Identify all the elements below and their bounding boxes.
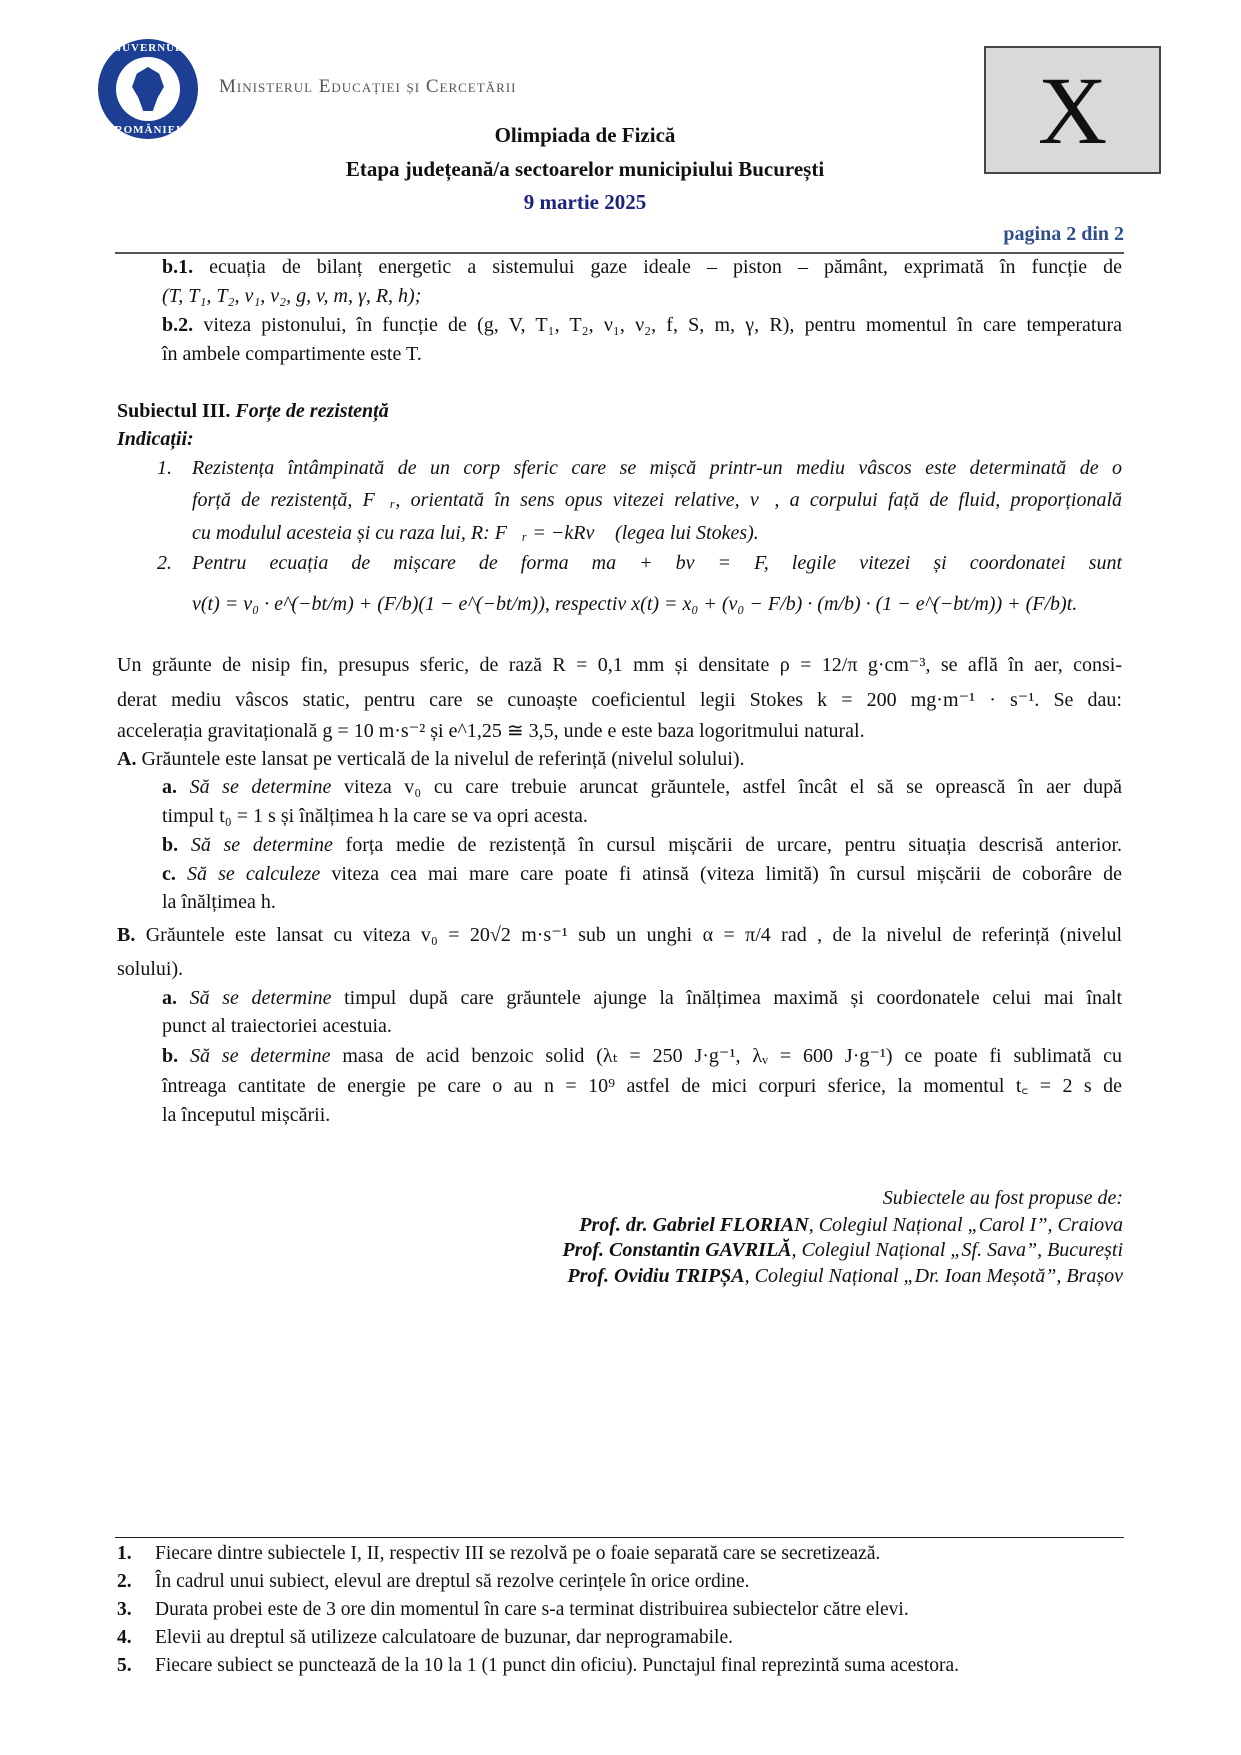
b1-line2: (T, T₁, T₂, ν₁, ν₂, g, v, m, γ, R, h); <box>162 285 422 307</box>
hint-1-line1: 1. Rezistența întâmpinată de un corp sferic care se mișcă printr-un mediu vâscos este determinată de o <box>157 457 1122 479</box>
subject-heading: Subiectul III. Forțe de rezistență <box>117 400 389 422</box>
part-a-q-c-line2: la înălțimea h. <box>162 891 276 913</box>
problem-intro-line1: Un grăunte de nisip fin, presupus sferic, de rază R = 0,1 mm și densitate ρ = 12/π g·cm⁻³, se află în aer, consi- <box>117 654 1122 676</box>
part-b-q-a-line2: punct al traiectoriei acestuia. <box>162 1015 392 1037</box>
page-number: pagina 2 din 2 <box>1003 223 1124 245</box>
hints-label: Indicații: <box>117 428 194 450</box>
part-a-q-a-line1: a. Să se determine viteza v₀ cu care trebuie aruncat grăuntele, astfel încât el să se oprească în aer după <box>162 776 1122 798</box>
footer-rule-3: 3. Durata probei este de 3 ore din momentul în care s-a terminat distribuirea subiectelor către elevi. <box>117 1599 909 1620</box>
part-a-q-b: b. Să se determine forța medie de rezistență în cursul mișcării de urcare, pentru situația descrisă anterior. <box>162 834 1123 856</box>
part-a-statement: A. Grăuntele este lansat pe verticală de la nivelul de referință (nivelul solului). <box>117 748 745 770</box>
footer-rule-4: 4. Elevii au dreptul să utilizeze calculatoare de buzunar, dar neprogramabile. <box>117 1627 733 1648</box>
author-2: Prof. Constantin GAVRILĂ, Colegiul Național „Sf. Sava”, București <box>562 1239 1123 1261</box>
part-a-q-c-line1: c. Să se calculeze viteza cea mai mare care poate fi atinsă (viteza limită) în cursul mișcării de coborâre de <box>162 863 1123 885</box>
hint-1-line2: forță de rezistență, F⃗ᵣ, orientată în sens opus vitezei relative, v⃗, a corpului față de fluid, proporțională <box>192 489 1122 511</box>
footer-divider <box>115 1537 1124 1538</box>
hint-2-line1: 2. Pentru ecuația de mișcare de forma ma + bv = F, legile vitezei și coordonatei sunt <box>157 552 1122 574</box>
logo-text-bottom: ROMÂNIEI <box>114 124 182 136</box>
exam-date: 9 martie 2025 <box>523 190 647 214</box>
part-b-statement-line2: solului). <box>117 958 184 980</box>
problem-intro-line2: derat mediu vâscos static, pentru care se cunoaște coeficientul legii Stokes k = 200 mg·m⁻¹ · s⁻¹. Se dau: <box>117 689 1122 711</box>
stage-title: Etapa județeană/a sectoarelor municipiului București <box>345 157 825 181</box>
part-b-q-b-line3: la începutul mișcării. <box>162 1104 331 1126</box>
grade-box: X <box>984 46 1161 174</box>
author-1: Prof. dr. Gabriel FLORIAN, Colegiul Național „Carol I”, Craiova <box>579 1214 1123 1236</box>
b2-line2: în ambele compartimente este T. <box>162 343 422 365</box>
ministry-name: Ministerul Educației și Cercetării <box>219 76 517 97</box>
footer-rule-1: 1. Fiecare dintre subiectele I, II, respectiv III se rezolvă pe o foaie separată care se secretizează. <box>117 1543 881 1564</box>
b2-line1: b.2. viteza pistonului, în funcție de (g, V, T₁, T₂, ν₁, ν₂, f, S, m, γ, R), pentru momentul în care temperatura <box>162 314 1122 336</box>
logo-text-top: GUVERNUL <box>112 42 184 54</box>
part-b-q-b-line1: b. Să se determine masa de acid benzoic solid (λₜ = 250 J·g⁻¹, λᵥ = 600 J·g⁻¹) ce poate fi sublimată cu <box>162 1045 1123 1067</box>
part-b-statement-line1: B. Grăuntele este lansat cu viteza v₀ = 20√2 m·s⁻¹ sub un unghi α = π/4 rad , de la nivelul de referință (nivelul <box>117 924 1123 946</box>
problem-intro-line3: accelerația gravitațională g = 10 m·s⁻² și e^1,25 ≅ 3,5, unde e este baza logoritmului natural. <box>117 720 865 742</box>
part-b-q-b-line2: întreaga cantitate de energie pe care o au n = 10⁹ astfel de mici corpuri sferice, la momentul t꜀ = 2 s de <box>162 1075 1122 1097</box>
olympiad-title: Olimpiada de Fizică <box>494 123 676 147</box>
author-3: Prof. Ovidiu TRIPȘA, Colegiul Național „Dr. Ioan Meșotă”, Brașov <box>567 1265 1123 1287</box>
part-b-q-a-line1: a. Să se determine timpul după care grăuntele ajunge la înălțimea maximă și coordonatele celui mai înalt <box>162 987 1122 1009</box>
footer-rule-5: 5. Fiecare subiect se punctează de la 10 la 1 (1 punct din oficiu). Punctajul final reprezintă suma acestora. <box>117 1655 960 1676</box>
part-a-q-a-line2: timpul t₀ = 1 s și înălțimea h la care se va opri acesta. <box>162 805 588 827</box>
b1-line1: b.1. ecuația de bilanț energetic a sistemului gaze ideale – piston – pământ, exprimată în funcție de <box>162 256 1122 278</box>
footer-rule-2: 2. În cadrul unui subiect, elevul are dreptul să rezolve cerințele în orice ordine. <box>117 1571 750 1592</box>
authors-intro: Subiectele au fost propuse de: <box>882 1187 1123 1209</box>
hint-2-formula: v(t) = v₀ · e^(−bt/m) + (F/b)(1 − e^(−bt/m)), respectiv x(t) = x₀ + (v₀ − F/b) · (m/b) · (1 − e^(−bt/m)) + (F/b)t. <box>192 593 1078 615</box>
hint-1-line3: cu modulul acesteia și cu raza lui, R: F⃗ᵣ = −kRv⃗ (legea lui Stokes). <box>192 522 759 544</box>
